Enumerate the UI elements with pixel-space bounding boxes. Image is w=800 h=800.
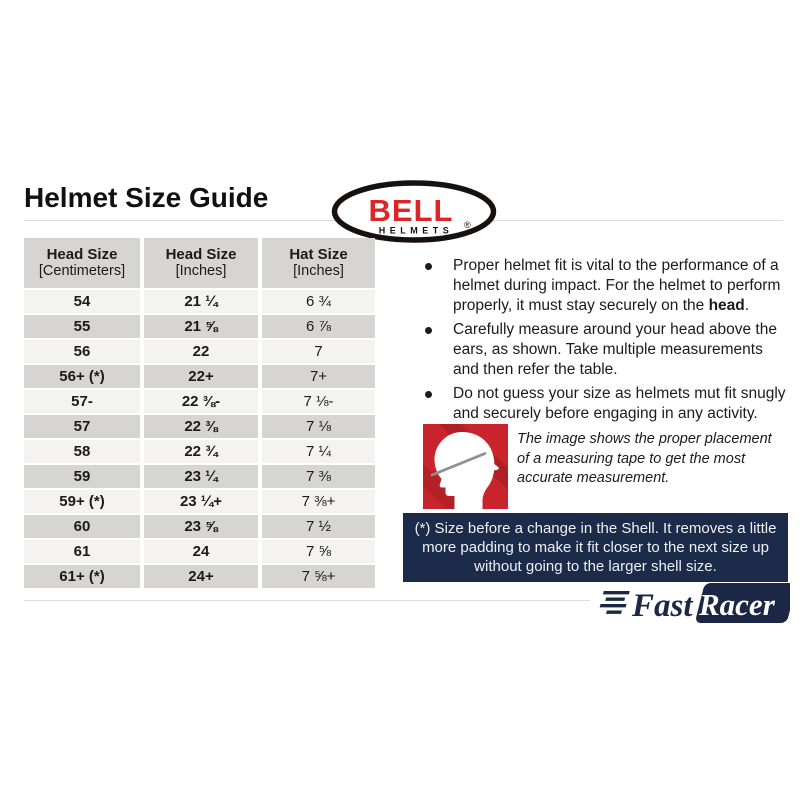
cell-head-size-cm: 61+ (*) — [24, 565, 140, 588]
bell-logo-registered-icon: ® — [464, 220, 471, 230]
cell-hat-size-in: 7 ¼ — [262, 440, 375, 463]
table-row — [24, 415, 375, 438]
header-line2: [Inches] — [175, 263, 227, 279]
bell-helmets-logo — [331, 180, 497, 243]
cell-head-size-cm: 56+ (*) — [24, 365, 140, 388]
bullet-text: Carefully measure around your head above the ears, as shown. Take multiple measurements and then refer the table. — [453, 321, 777, 378]
header-line1: Head Size — [46, 246, 118, 263]
bullet-text: Proper helmet fit is vital to the performance of a helmet during impact. For the helmet to perform properly, it must stay securely on the — [453, 257, 781, 314]
list-item — [420, 256, 788, 316]
header-head-size-in — [144, 238, 258, 288]
cell-hat-size-in: 7 ⅝+ — [262, 565, 375, 588]
table-row — [24, 290, 375, 313]
size-table-header — [24, 238, 375, 288]
cell-head-size-in: 22 ⅜ — [144, 415, 258, 438]
header-line1: Hat Size — [289, 246, 348, 263]
cell-hat-size-in: 7 ½ — [262, 515, 375, 538]
bullet-text: Do not guess your size as helmets mut fit snugly and securely before engaging in any activity. — [453, 385, 786, 422]
cell-head-size-cm: 59 — [24, 465, 140, 488]
cell-hat-size-in: 7 ⅝ — [262, 540, 375, 563]
head-measuring-tape-image — [423, 424, 508, 509]
cell-head-size-cm: 56 — [24, 340, 140, 363]
cell-hat-size-in: 7 ⅛- — [262, 390, 375, 413]
cell-head-size-in: 24 — [144, 540, 258, 563]
cell-head-size-in: 23 ¼+ — [144, 490, 258, 513]
header-line2: [Centimeters] — [38, 263, 126, 279]
bullet-icon — [425, 391, 432, 398]
cell-hat-size-in: 7 ⅜ — [262, 465, 375, 488]
cell-head-size-in: 22 ⅜- — [144, 390, 258, 413]
table-row — [24, 340, 375, 363]
bullet-icon — [425, 327, 432, 334]
list-item — [420, 320, 788, 380]
bell-logo-tagline: HELMETS — [378, 225, 454, 236]
cell-head-size-in: 24+ — [144, 565, 258, 588]
table-row — [24, 465, 375, 488]
header-head-size-cm — [24, 238, 140, 288]
table-row — [24, 490, 375, 513]
page-title: Helmet Size Guide — [24, 182, 269, 213]
bullet-icon — [425, 263, 432, 270]
fastracer-fast-text: Fast — [632, 588, 693, 624]
cell-head-size-in: 22 — [144, 340, 258, 363]
bullet-text-bold: head — [708, 297, 745, 314]
shell-note-box: (*) Size before a change in the Shell. It removes a little more padding to make it fit closer to the next size up without going to the larger shell size. — [403, 513, 788, 582]
list-item — [420, 384, 788, 424]
bullet-text: . — [744, 297, 750, 314]
cell-hat-size-in: 6 ⅞ — [262, 315, 375, 338]
cell-head-size-cm: 60 — [24, 515, 140, 538]
table-row — [24, 365, 375, 388]
header-line1: Head Size — [165, 246, 237, 263]
cell-head-size-cm: 58 — [24, 440, 140, 463]
cell-hat-size-in: 7 ⅜+ — [262, 490, 375, 513]
header-hat-size-in — [262, 238, 375, 288]
cell-head-size-cm: 55 — [24, 315, 140, 338]
bell-logo-wordmark: BELL — [368, 193, 454, 228]
cell-head-size-in: 23 ⅝ — [144, 515, 258, 538]
figure-caption: The image shows the proper placement of a measuring tape to get the most accurate measurement. — [517, 431, 772, 486]
cell-head-size-in: 22+ — [144, 365, 258, 388]
table-row — [24, 440, 375, 463]
cell-head-size-in: 23 ¼ — [144, 465, 258, 488]
header-line2: [Inches] — [293, 263, 344, 279]
cell-head-size-cm: 57- — [24, 390, 140, 413]
cell-hat-size-in: 7+ — [262, 365, 375, 388]
fastracer-logo — [592, 582, 790, 624]
fit-tips-list — [420, 256, 788, 428]
cell-head-size-cm: 54 — [24, 290, 140, 313]
size-table-body — [24, 290, 375, 588]
table-row — [24, 540, 375, 563]
fastracer-speed-lines-icon — [598, 591, 630, 614]
table-row — [24, 315, 375, 338]
cell-head-size-cm: 57 — [24, 415, 140, 438]
fastracer-racer-text: Racer — [699, 587, 775, 622]
cell-hat-size-in: 6 ¾ — [262, 290, 375, 313]
cell-hat-size-in: 7 — [262, 340, 375, 363]
cell-head-size-in: 21 ⅝ — [144, 315, 258, 338]
size-table — [24, 238, 375, 588]
footer-divider — [24, 600, 590, 601]
cell-head-size-cm: 61 — [24, 540, 140, 563]
table-row — [24, 515, 375, 538]
cell-head-size-in: 22 ¾ — [144, 440, 258, 463]
table-row — [24, 565, 375, 588]
cell-head-size-in: 21 ¼ — [144, 290, 258, 313]
cell-hat-size-in: 7 ⅛ — [262, 415, 375, 438]
cell-head-size-cm: 59+ (*) — [24, 490, 140, 513]
table-row — [24, 390, 375, 413]
